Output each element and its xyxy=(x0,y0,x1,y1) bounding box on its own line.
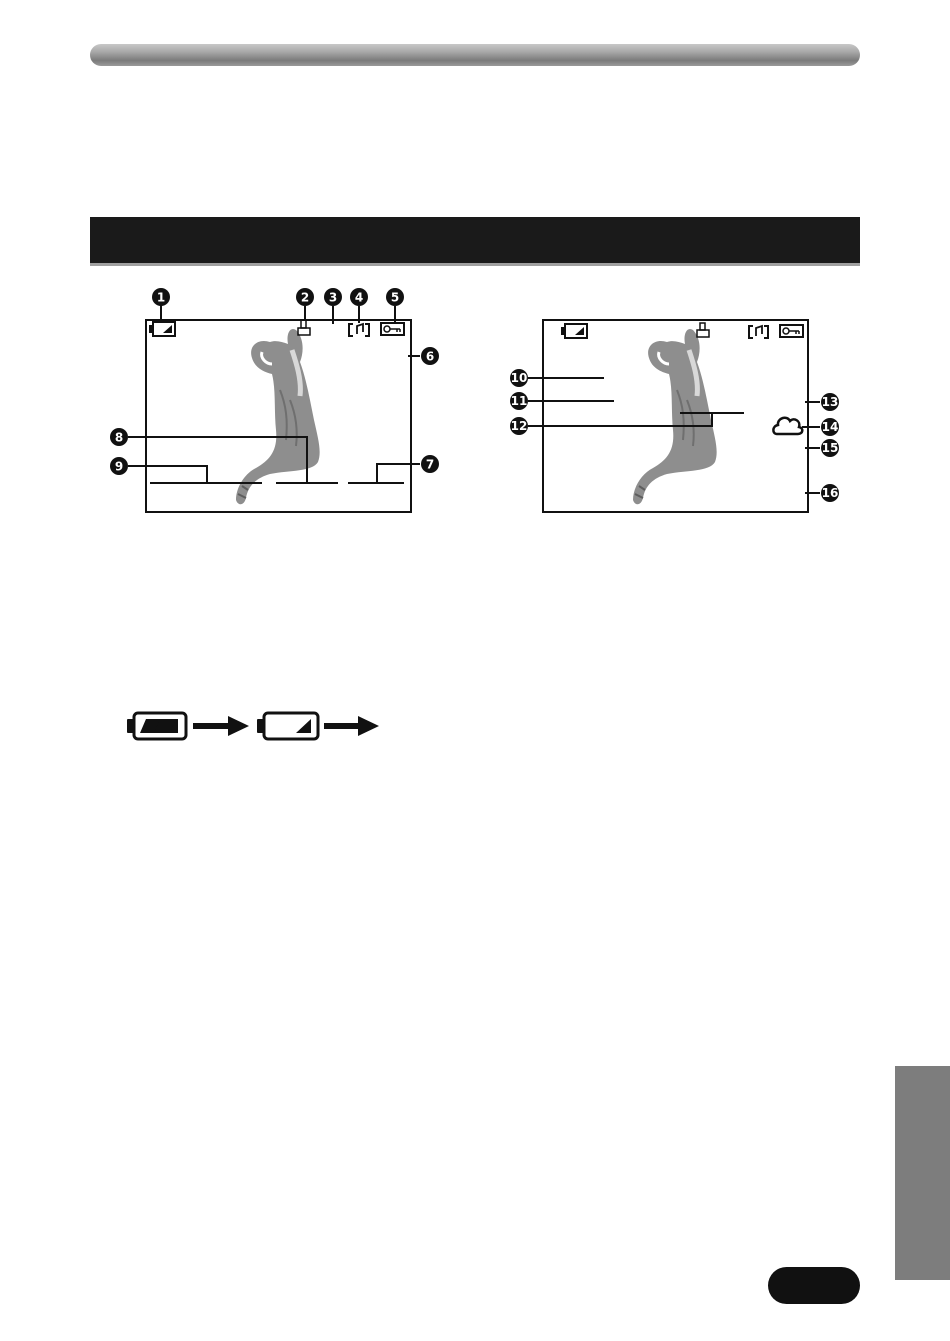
callout-9 xyxy=(110,457,128,475)
svg-text:4: 4 xyxy=(354,290,364,305)
svg-text:7: 7 xyxy=(425,457,435,472)
callout-2 xyxy=(296,288,314,306)
svg-text:13: 13 xyxy=(821,395,839,409)
callout-10 xyxy=(510,369,528,387)
svg-text:6: 6 xyxy=(425,349,435,364)
callout-15 xyxy=(821,439,839,457)
svg-text:8: 8 xyxy=(114,430,124,445)
callout-12 xyxy=(510,417,528,435)
svg-text:16: 16 xyxy=(821,486,839,500)
callout-6 xyxy=(421,347,439,365)
page-number-badge xyxy=(768,1267,860,1304)
lcd-screen-right xyxy=(510,320,839,512)
lcd-screen-left xyxy=(110,288,439,512)
svg-text:14: 14 xyxy=(821,420,839,434)
svg-text:15: 15 xyxy=(821,441,839,455)
callout-14 xyxy=(821,418,839,436)
svg-text:5: 5 xyxy=(390,290,400,305)
callout-13 xyxy=(821,393,839,411)
svg-text:11: 11 xyxy=(510,394,528,408)
right-arrow-icon xyxy=(324,716,379,736)
callout-11 xyxy=(510,392,528,410)
callout-3 xyxy=(324,288,342,306)
svg-text:3: 3 xyxy=(328,290,338,305)
svg-text:2: 2 xyxy=(300,290,310,305)
svg-text:1: 1 xyxy=(156,290,166,305)
svg-text:12: 12 xyxy=(510,419,528,433)
battery-level-sequence xyxy=(127,713,379,739)
chapter-side-tab xyxy=(895,1066,950,1280)
callout-4 xyxy=(350,288,368,306)
callout-7 xyxy=(421,455,439,473)
battery-full-icon xyxy=(127,713,186,739)
right-arrow-icon xyxy=(193,716,249,736)
callout-5 xyxy=(386,288,404,306)
battery-half-icon xyxy=(257,713,318,739)
callout-8 xyxy=(110,428,128,446)
callout-1 xyxy=(152,288,170,306)
callout-16 xyxy=(821,484,839,502)
svg-text:10: 10 xyxy=(510,371,528,385)
svg-text:9: 9 xyxy=(114,459,124,474)
